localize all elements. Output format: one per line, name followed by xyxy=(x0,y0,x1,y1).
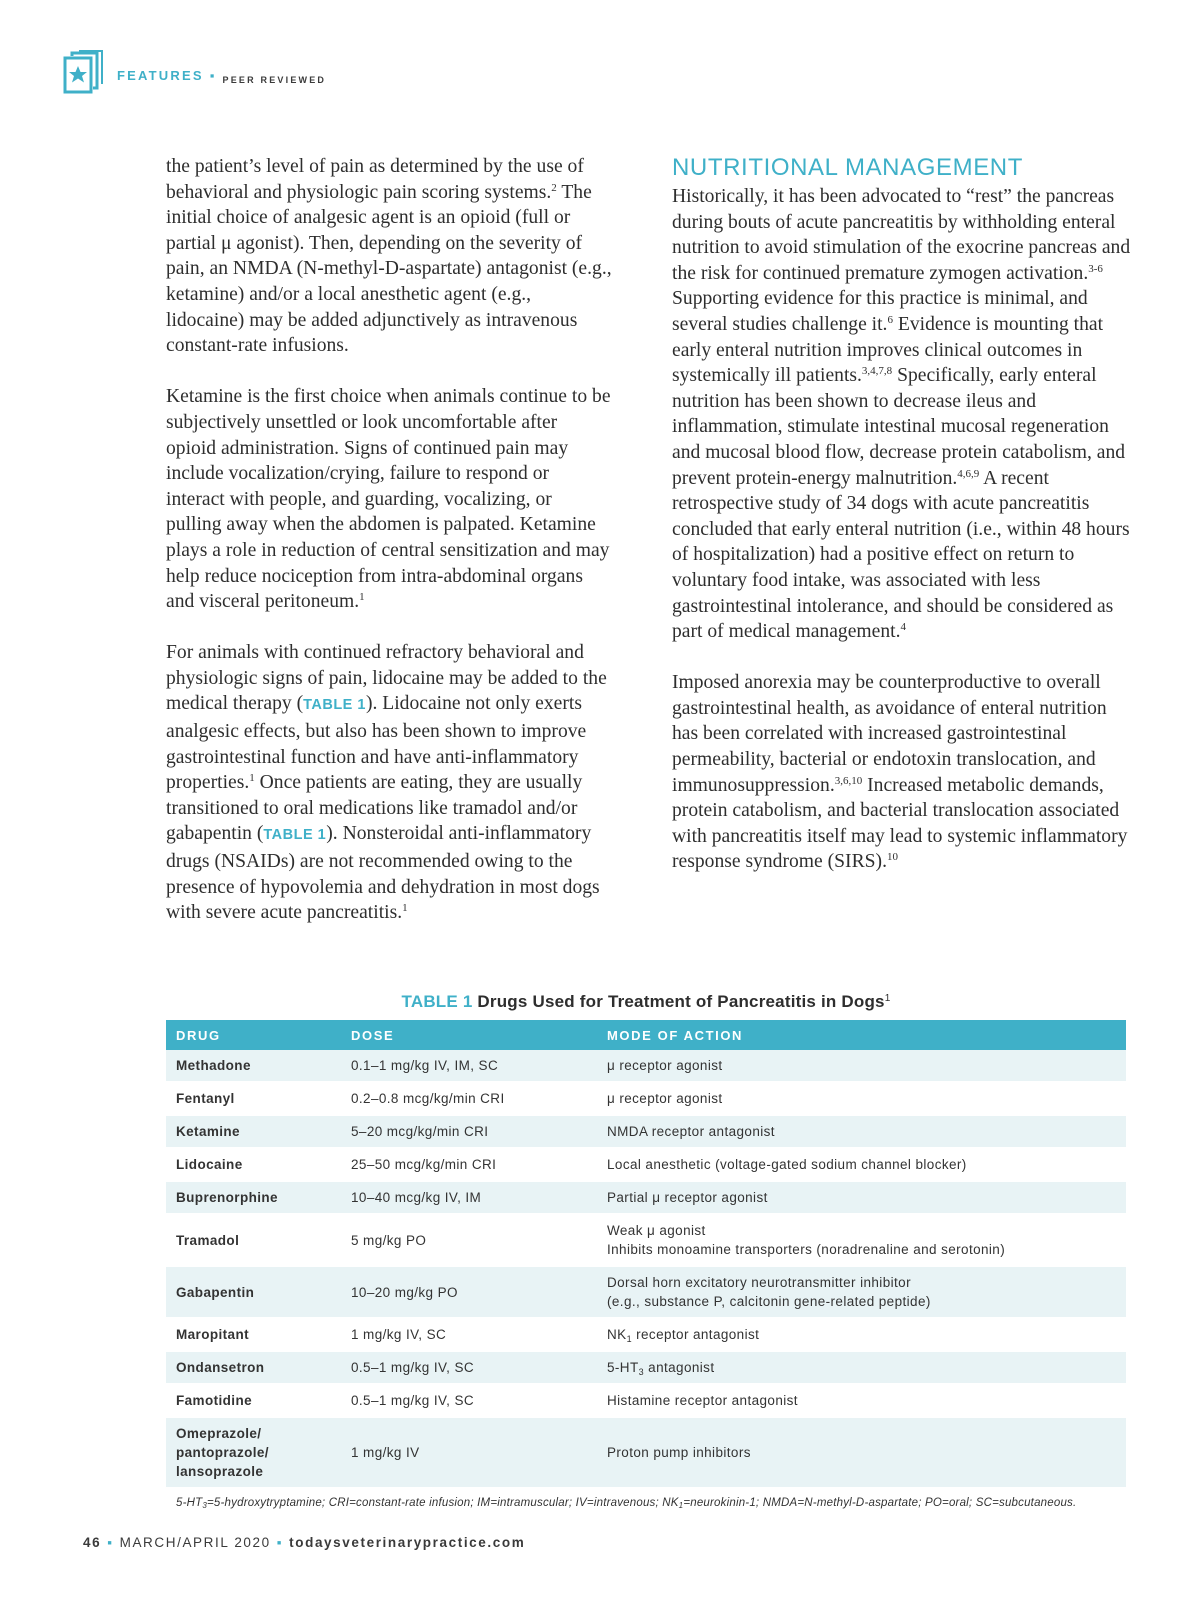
drug-cell: Tramadol xyxy=(166,1215,341,1267)
text-run: A recent retrospective study of 34 dogs with acute pancreatitis concluded that early enteral nutrition (i.e., within 48 hours of hospitalization) had a positive effect on return to voluntary food intake, was associated with less gastrointestinal intolerance, and should be considered as part of medical management. xyxy=(672,467,1130,643)
citation: 3,4,7,8 xyxy=(861,365,893,378)
action-text: receptor antagonist xyxy=(631,1327,760,1342)
text-run: The initial choice of analgesic agent is an opioid (full or partial μ agonist). Then, depending on the severity of pain, an NMDA (N-methyl-D-aspartate) antagonist (e.g., ketamine) and/or a local anesthetic agent (e.g., lidocaine) may be added adjunctively as intravenous constant-rate infusions. xyxy=(166,181,612,357)
citation: 10 xyxy=(886,851,898,864)
drug-cell: Famotidine xyxy=(166,1385,341,1418)
page-header xyxy=(63,50,326,96)
table-row xyxy=(166,1215,1126,1267)
left-paragraph-1 xyxy=(166,154,612,359)
citation: 3-6 xyxy=(1088,262,1103,275)
table-row xyxy=(166,1385,1126,1418)
footer-separator: ▪ xyxy=(107,1535,114,1550)
dose-cell: 1 mg/kg IV xyxy=(341,1418,597,1489)
citation: 1 xyxy=(359,591,365,604)
citation: 1 xyxy=(884,993,891,1004)
kicker-category: FEATURES xyxy=(117,67,204,83)
text-run: For animals with continued refractory behavioral and physiologic signs of pain, lidocaine may be added to the medical therapy ( xyxy=(166,642,607,715)
left-column xyxy=(166,154,612,951)
dose-cell: 10–40 mcg/kg IV, IM xyxy=(341,1182,597,1215)
text-run: Evidence is mounting that early enteral nutrition improves clinical outcomes in systemically ill patients. xyxy=(672,313,1104,387)
dose-cell: 25–50 mcg/kg/min CRI xyxy=(341,1149,597,1182)
dose-cell: 1 mg/kg IV, SC xyxy=(341,1319,597,1352)
drug-cell: Maropitant xyxy=(166,1319,341,1352)
drug-table-block xyxy=(166,992,1126,1511)
citation: 4 xyxy=(900,621,906,634)
table-row xyxy=(166,1319,1126,1352)
dose-cell: 0.5–1 mg/kg IV, SC xyxy=(341,1385,597,1418)
subscript: 1 xyxy=(626,1334,632,1344)
drug-cell: Methadone xyxy=(166,1050,341,1083)
footer-separator: ▪ xyxy=(276,1535,284,1550)
dose-cell: 0.1–1 mg/kg IV, IM, SC xyxy=(341,1050,597,1083)
text-run: ). Lidocaine not only exerts analgesic effects, but also has been shown to improve gastrointestinal function and have anti-inflammatory properties. xyxy=(166,693,587,794)
citation: 1 xyxy=(402,902,408,915)
drug-line: pantoprazole/ xyxy=(176,1445,269,1460)
table-row xyxy=(166,1149,1126,1182)
column-header-dose: DOSE xyxy=(341,1020,597,1050)
action-text: 5-HT xyxy=(607,1360,639,1375)
drug-cell xyxy=(166,1418,341,1489)
column-header-drug: DRUG xyxy=(166,1020,341,1050)
footnote-text: =5-hydroxytryptamine; CRI=constant-rate infusion; IM=intramuscular; IV=intravenous; NK xyxy=(207,1497,679,1509)
drug-cell: Lidocaine xyxy=(166,1149,341,1182)
action-cell: Partial μ receptor agonist xyxy=(597,1182,1126,1215)
text-run: Specifically, early enteral nutrition has been shown to decrease ileus and inflammation, stimulate intestinal mucosal regeneration and mucosal blood flow, decrease protein catabolism, and prevent protein-energy malnutrition. xyxy=(672,365,1126,489)
table-row xyxy=(166,1352,1126,1385)
action-cell: Proton pump inhibitors xyxy=(597,1418,1126,1489)
action-line: (e.g., substance P, calcitonin gene-related peptide) xyxy=(607,1294,931,1309)
subscript: 3 xyxy=(202,1501,208,1510)
drug-cell: Ondansetron xyxy=(166,1352,341,1385)
table-row xyxy=(166,1083,1126,1116)
footnote-text: =neurokinin-1; NMDA=N-methyl-D-aspartate; PO=oral; SC=subcutaneous. xyxy=(683,1497,1077,1509)
book-star-icon xyxy=(63,50,105,96)
text-run: Supporting evidence for this practice is minimal, and several studies challenge it. xyxy=(672,288,1088,335)
subscript: 3 xyxy=(638,1367,645,1377)
website-link[interactable]: todaysveterinarypractice.com xyxy=(289,1535,526,1550)
drug-cell: Gabapentin xyxy=(166,1267,341,1319)
table-reference-link[interactable]: TABLE 1 xyxy=(303,697,366,714)
table-footnote xyxy=(166,1495,1126,1511)
page-number: 46 xyxy=(83,1535,102,1550)
action-cell: μ receptor agonist xyxy=(597,1050,1126,1083)
section-heading: NUTRITIONAL MANAGEMENT xyxy=(672,154,1023,181)
table-reference-link[interactable]: TABLE 1 xyxy=(263,827,327,844)
drug-table xyxy=(166,1020,1126,1489)
action-cell xyxy=(597,1319,1126,1352)
action-cell xyxy=(597,1352,1126,1385)
subscript: 1 xyxy=(678,1501,684,1510)
action-cell: Local anesthetic (voltage-gated sodium channel blocker) xyxy=(597,1149,1126,1182)
table-row xyxy=(166,1418,1126,1489)
text-run: Once patients are eating, they are usually transitioned to oral medications like tramadol and/or gabapentin ( xyxy=(166,772,583,845)
kicker-separator: ▪ xyxy=(209,67,217,83)
table-row xyxy=(166,1182,1126,1215)
dose-cell: 10–20 mg/kg PO xyxy=(341,1267,597,1319)
text-run: Historically, it has been advocated to “rest” the pancreas during bouts of acute pancreatitis by withholding enteral nutrition to avoid stimulation of the exocrine pancreas and the risk for continued premature zymogen activation. xyxy=(672,186,1131,284)
action-cell: NMDA receptor antagonist xyxy=(597,1116,1126,1149)
right-column xyxy=(672,154,1134,901)
table-caption xyxy=(166,992,1126,1012)
footnote-text: 5-HT xyxy=(176,1497,203,1509)
text-run: the patient’s level of pain as determined by the use of behavioral and physiologic pain scoring systems. xyxy=(166,156,584,203)
drug-cell: Fentanyl xyxy=(166,1083,341,1116)
drug-line: lansoprazole xyxy=(176,1464,264,1479)
kicker-subcategory: PEER REVIEWED xyxy=(222,74,327,85)
citation: 6 xyxy=(887,313,893,326)
drug-cell: Buprenorphine xyxy=(166,1182,341,1215)
action-text: NK xyxy=(607,1327,627,1342)
action-line: Dorsal horn excitatory neurotransmitter inhibitor xyxy=(607,1275,911,1290)
right-paragraph-1 xyxy=(672,184,1134,645)
table-row xyxy=(166,1116,1126,1149)
drug-line: Omeprazole/ xyxy=(176,1426,262,1441)
citation: 2 xyxy=(551,181,557,194)
table-title: Drugs Used for Treatment of Pancreatitis in Dogs xyxy=(472,992,885,1011)
dose-cell: 5 mg/kg PO xyxy=(341,1215,597,1267)
text-run: Imposed anorexia may be counterproductive to overall gastrointestinal health, as avoidance of enteral nutrition has been correlated with increased gastrointestinal permeability, bacterial or endotoxin translocation, and immunosuppression. xyxy=(672,672,1107,796)
text-run: Increased metabolic demands, protein catabolism, and bacterial translocation associated with pancreatitis itself may lead to systemic inflammatory response syndrome (SIRS). xyxy=(672,774,1128,873)
table-row xyxy=(166,1267,1126,1319)
action-cell xyxy=(597,1215,1126,1267)
action-cell xyxy=(597,1267,1126,1319)
text-run: ). Nonsteroidal anti-inflammatory drugs (NSAIDs) are not recommended owing to the presence of hypovolemia and dehydration in most dogs with severe acute pancreatitis. xyxy=(166,823,600,924)
action-text: antagonist xyxy=(644,1360,715,1375)
action-cell: Histamine receptor antagonist xyxy=(597,1385,1126,1418)
citation: 1 xyxy=(249,772,255,785)
left-paragraph-2 xyxy=(166,384,612,614)
column-header-mode: MODE OF ACTION xyxy=(597,1020,1126,1050)
dose-cell: 5–20 mcg/kg/min CRI xyxy=(341,1116,597,1149)
left-paragraph-3 xyxy=(166,640,612,926)
action-cell: μ receptor agonist xyxy=(597,1083,1126,1116)
issue-date: MARCH/APRIL 2020 xyxy=(119,1535,271,1550)
action-line: Inhibits monoamine transporters (noradrenaline and serotonin) xyxy=(607,1242,1006,1257)
citation: 3,6,10 xyxy=(834,774,863,787)
table-header-row xyxy=(166,1020,1126,1050)
drug-cell: Ketamine xyxy=(166,1116,341,1149)
right-paragraph-2 xyxy=(672,670,1134,875)
table-number: TABLE 1 xyxy=(401,992,473,1011)
dose-cell: 0.5–1 mg/kg IV, SC xyxy=(341,1352,597,1385)
table-row xyxy=(166,1050,1126,1083)
section-kicker xyxy=(117,68,326,83)
citation: 4,6,9 xyxy=(957,467,980,480)
text-run: Ketamine is the first choice when animals continue to be subjectively unsettled or look uncomfortable after opioid administration. Signs of continued pain may include vocalization/crying, failure to respond or interact with people, and guarding, vocalizing, or pulling away when the abdomen is palpated. Ketamine plays a role in reduction of central sensitization and may help reduce nociception from intra-abdominal organs and visceral peritoneum. xyxy=(166,386,611,613)
action-line: Weak μ agonist xyxy=(607,1223,706,1238)
page-footer xyxy=(83,1535,525,1550)
dose-cell: 0.2–0.8 mcg/kg/min CRI xyxy=(341,1083,597,1116)
